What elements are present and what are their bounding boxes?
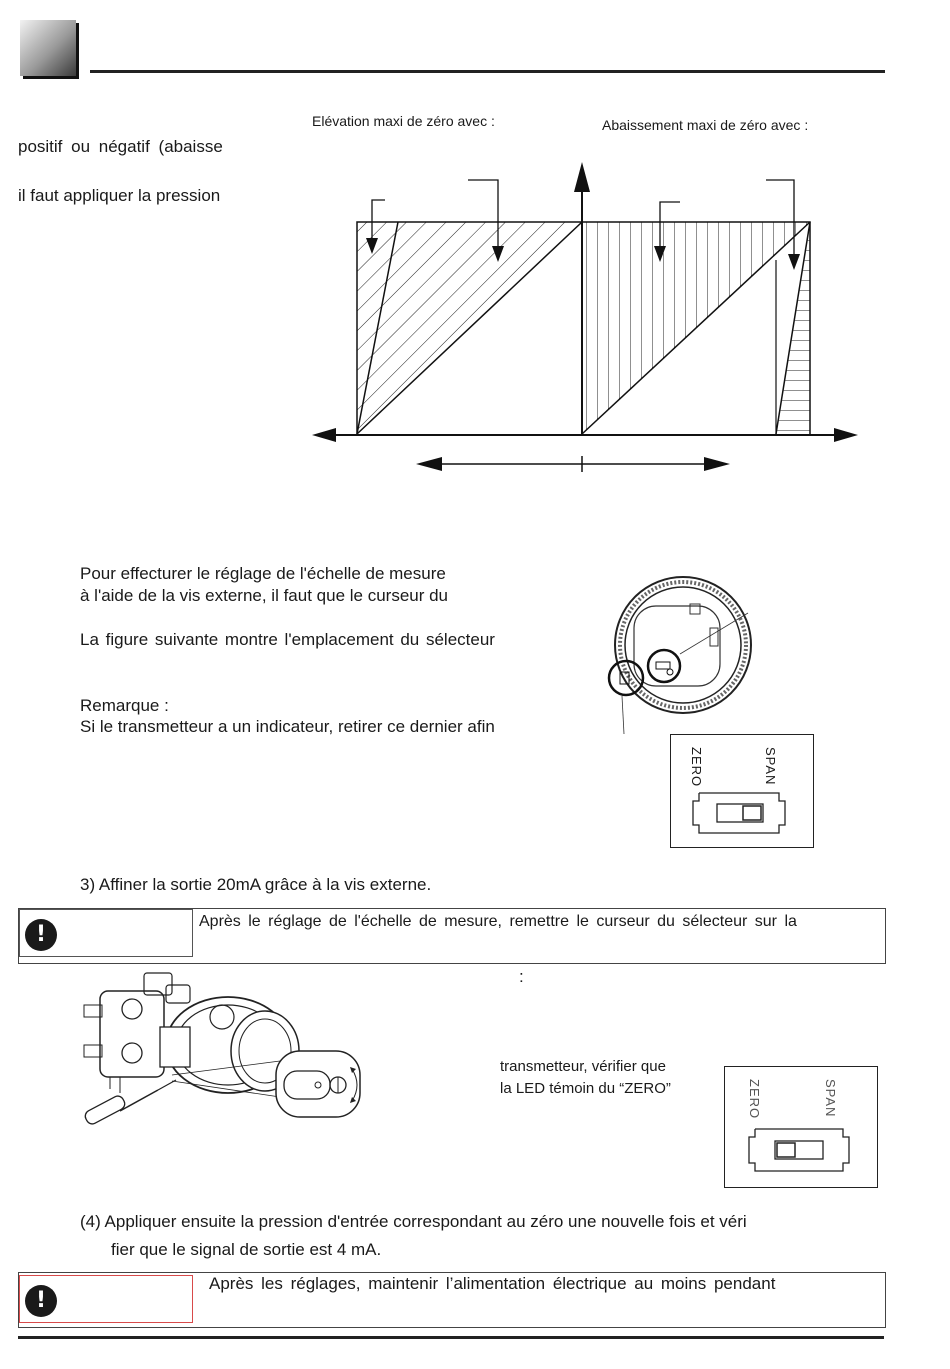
zero-label: ZERO bbox=[689, 747, 704, 788]
exclamation-icon: ! bbox=[25, 919, 57, 951]
step4-line2: fier que le signal de sortie est 4 mA. bbox=[111, 1240, 382, 1259]
slide-switch-icon[interactable] bbox=[691, 791, 787, 835]
note-box-2 bbox=[18, 1272, 886, 1328]
slide-switch-icon-2[interactable] bbox=[747, 1127, 851, 1173]
exclamation-icon-2: ! bbox=[25, 1285, 57, 1317]
span-label: SPAN bbox=[763, 747, 778, 786]
intro-line-2: il faut appliquer la pression bbox=[18, 186, 221, 205]
selector-para2-line1: La figure suivante montre l'emplacement du sélecteur bbox=[80, 630, 495, 649]
selector-para1-line2: à l'aide de la vis externe, il faut que le curseur du bbox=[80, 586, 449, 605]
header-rule bbox=[90, 70, 885, 73]
remark-title: Remarque : bbox=[80, 696, 169, 715]
step4-line1: (4) Appliquer ensuite la pression d'entrée correspondant au zéro une nouvelle fois et véri bbox=[80, 1212, 747, 1231]
selector-switch-panel-span bbox=[670, 734, 814, 848]
diagram-label-elevation: Elévation maxi de zéro avec : bbox=[312, 113, 495, 129]
intro-line-1: positif ou négatif (abaisse bbox=[18, 137, 223, 156]
colon-text: : bbox=[519, 967, 524, 986]
note2-text: Après les réglages, maintenir l’alimentation électrique au moins pendant bbox=[209, 1274, 776, 1293]
selector-para1-line1: Pour effecturer le réglage de l'échelle de mesure bbox=[80, 564, 446, 583]
led-text-line2: la LED témoin du “ZERO” bbox=[500, 1080, 671, 1097]
span-label-2: SPAN bbox=[823, 1079, 838, 1118]
led-text-line1: transmetteur, vérifier que bbox=[500, 1058, 666, 1075]
selector-switch-panel-zero bbox=[724, 1066, 878, 1188]
zero-elevation-diagram bbox=[300, 150, 870, 480]
note1-text: Après le réglage de l'échelle de mesure, remettre le curseur du sélecteur sur la bbox=[199, 913, 797, 930]
step3-text: 3) Affiner la sortie 20mA grâce à la vis externe. bbox=[80, 875, 432, 894]
footer-rule bbox=[18, 1336, 884, 1339]
section-icon bbox=[20, 20, 76, 76]
remark-line1: Si le transmetteur a un indicateur, retirer ce dernier afin bbox=[80, 717, 495, 736]
zero-label-2: ZERO bbox=[747, 1079, 762, 1120]
transmitter-screwdriver-illustration bbox=[80, 965, 380, 1130]
note-box-1 bbox=[18, 908, 886, 964]
transmitter-housing-illustration bbox=[598, 568, 768, 738]
diagram-label-abaissement: Abaissement maxi de zéro avec : bbox=[602, 117, 809, 133]
